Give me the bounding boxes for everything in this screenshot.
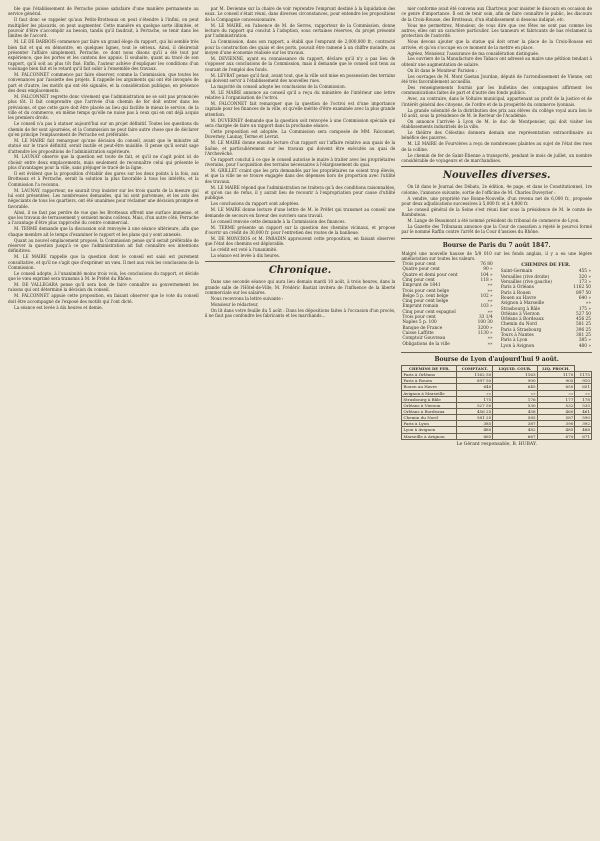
chronique-paragraph: Nous recevrons la lettre suivante : [210, 295, 284, 301]
article-paragraph: La majorité du conseil adopte les conclusions de la Commission. [210, 83, 346, 89]
article-paragraph: Les ouvriers de la Manufacture des Tabacs ont adressé au maire une pétition tendant à obtenir une augmentation de salaire. [401, 56, 593, 67]
article-paragraph: Avec, au contraire, dans le Voltaire municipal, appartenant au profit de la justice et de l'intérêt général des citoyens, de l'ordre et de la prospérité du commerce lyonnais. [401, 96, 593, 107]
quote-value: 175 » [578, 306, 592, 312]
row-value: 530 [493, 402, 537, 408]
quote-value: 455 » [578, 269, 592, 275]
quote-value: »» [585, 301, 592, 307]
article-paragraph: On annonce l'arrivée à Lyon de M. le duc de Montpensier, qui doit visiter les établissements industriels de la ville. [401, 118, 593, 130]
article-paragraph: Vous me permettrez, Monsieur, de vous dire que ces fêtes ne sont pas comme les autres; elles ont un caractère particulier. Les tanneurs et fabricants de bas réclament la protection de l'autorité. [401, 22, 593, 39]
quote-label: Cinq pour cent [402, 277, 435, 283]
article-paragraph: M. LE MAIRE de Fourvières a reçu de nombreuses plaintes au sujet de l'état des rues de la colline. [401, 141, 593, 152]
article-paragraph: Il est évident que la proposition d'établir des gares sur les deux points à la fois, aux Brotteaux et à Perrache, serait la solution la plus favorable à tous les intérêts, et la Commission l'a reconnu. [8, 171, 199, 187]
article-paragraph: On lit dans le Moniteur Parisien : [407, 67, 478, 73]
column-2 [205, 6, 396, 834]
chemins-table [500, 269, 592, 348]
quote-row [500, 344, 592, 349]
article-paragraph: M. DUVERNEY demande que la question soit renvoyée à une Commission spéciale qui sera chargée de faire un rapport dans la prochaine séance. [204, 117, 396, 128]
quote-label: Emprunt de 1841 [402, 283, 441, 289]
row-value: 178 [575, 396, 592, 402]
row-value: 482 [493, 427, 537, 433]
table-row [402, 433, 592, 439]
quote-label: Versailles (rive droite) [500, 274, 550, 280]
quote-label: Avignon à Marseille [500, 301, 545, 307]
quote-value: 581 25 [575, 322, 592, 328]
row-value: 387 [493, 421, 537, 427]
quote-value: 527 50 [575, 311, 592, 317]
article-paragraph: Le conseil renvoie cette demande à la Commission des finances. [210, 218, 346, 224]
article-paragraph: M. LE MAIRE annonce au conseil qu'il a reçu du ministère de l'intérieur une lettre relative à l'organisation de l'octroi. [204, 89, 396, 101]
article-paragraph: M. FALCONNET fait remarquer que la question de l'octroi est d'une importance capitale pour les finances de la ville, et qu'elle mérite d'être examinée avec la plus grande attention. [204, 101, 396, 117]
article-paragraph: Le théâtre des Célestins donnera demain une représentation extraordinaire au bénéfice des pauvres. [401, 130, 593, 141]
chronique-paragraph: Dans une seconde séance qui aura lieu demain mardi 10 août, à trois heures, dans la grande salle de l'Hôtel-de-Ville, M. Frédéric Bastiat invitera de l'influence de la liberté commerciale sur les salaires. [204, 279, 396, 296]
row-value: 645 [493, 384, 537, 390]
quote-label: Cinq pour cent belge [402, 299, 449, 305]
row-label: Lyon à Avignon [402, 427, 457, 433]
article-paragraph: M. TERME présente un rapport sur la question des chemins vicinaux, et propose d'ouvrir un crédit de 30,000 fr. pour l'entretien des routes de la banlieue. [204, 224, 396, 235]
row-value: 1170 [537, 372, 575, 378]
nouvelles-paragraph: M. Lange de Beaumont a été nommé président du tribunal de commerce de Lyon. [407, 218, 580, 224]
quote-value: 385 » [578, 338, 592, 344]
article-paragraph: M. GRILLET craint que les prix demandés par les propriétaires ne soient trop élevés, et que la ville ne se trouve engagée dans des dépenses hors de proportion avec l'utilité des travaux. [204, 168, 396, 184]
article-paragraph: M. TERME demande que la discussion soit renvoyée à une séance ultérieure, afin que chaque membre ait le temps d'examiner le rapport et les plans qui y sont annexés. [8, 226, 199, 237]
row-label: Paris à Lyon [402, 421, 457, 427]
quote-label: Rouen au Havre [500, 295, 536, 301]
quote-label: Quatre et demi pour cent [402, 272, 458, 278]
row-value: 910 [575, 378, 592, 384]
article-paragraph: Il faut donc se rappeler qu'aux Petits-Brotteaux on peut s'étendre à l'infini, on peut multiplier les placards, on peut augmenter. Cette manière en quelque sorte illimitée, et pouvoir d'être s'accomplir au besoin, tandis qu'il faudrait, à Perrache, se tenir dans les limites de l'accord. [8, 17, 199, 39]
row-label: Marseille à Avignon [402, 433, 457, 439]
chronique-heading: Chronique. [268, 265, 332, 277]
article-paragraph: M. FALCONNET regrette donc vivement que l'administration ne se soit pas prononcée plus tôt. Il fait comprendre que l'arrivée d'un chemin de fer doit entrer dans les prévisions, et que cette gare doit être placée au lieu qui facilite le mieux le service, de la ville et du commerce, en même temps qu'elle ne nuise pas à ceux qui en ont déjà acquis les premiers droits. [8, 93, 199, 121]
quote-row [401, 342, 493, 347]
row-value: 581 25 [457, 415, 493, 421]
article-paragraph: M. LE MAIRE fait remarquer qu'une décision du conseil, avant que le ministre ait statué sur le tracé définitif, serait inutile et peut-être nuisible. Il pense qu'il serait sage d'attendre les propositions de l'administration supérieure. [8, 137, 199, 154]
quote-label: Naples 5 p. 100 [402, 320, 437, 326]
article-paragraph: Le conseil n'a pas à statuer aujourd'hui sur un projet définitif. Toutes les questions du chemin de fer sont ajournées, et la Commission ne peut faire autre chose que de déclarer qu'en principe l'emplacement de Perrache est préférable. [8, 121, 199, 137]
gerant-footer: Le Gérant responsable, B. HUBAY. [456, 441, 537, 447]
divider [401, 238, 592, 239]
quote-value: 118 » [480, 277, 493, 283]
table-header: COMPTANT. [457, 365, 493, 371]
quote-value: 897 50 [575, 290, 592, 296]
chemins-heading: CHEMINS DE FER. [521, 263, 571, 269]
quote-label: Saint-Germain [500, 269, 533, 275]
article-paragraph: M. LAUNAY observe que la question est toute de fait, et qu'il ne s'agit point ici de choisir entre deux emplacements, mais seulement de reconnaître celui qui présente le plus d'avantages pour la ville, sans préjuger le tracé de la ligne. [8, 154, 199, 171]
quote-value: 104 » [480, 272, 493, 278]
row-label: Avignon à Marseille [402, 390, 457, 396]
quote-value: 320 » [578, 274, 592, 280]
quote-label: Tours à Nantes [500, 333, 534, 338]
article-paragraph: M. FALCONNET commence par faire observer, comme la Commission, que toutes les convenances par l'assiette des projets. Il rappelle les arguments qui ont été invoqués de part et d'autre, les motifs qui ont été signalés, et la considération publique, en présence des deux emplacements. [8, 71, 199, 93]
row-value: 485 [537, 427, 575, 433]
article-paragraph: M. FALCONNET appuie cette proposition, en faisant observer que le vote du conseil doit être accompagné de l'exposé des motifs qui l'ont dicté. [8, 293, 199, 304]
row-value: 177 [537, 396, 575, 402]
nouvelles-paragraph: A vendre, une propriété rue Bonne-Nouvelle, d'un revenu net de 6,000 fr., proposée pour deux adjudications successives à 5,000 fr. et à 4,800 fr. [401, 195, 593, 206]
article-paragraph: Les ouvrages de M. Mont Gaetan Jourdan, député de l'arrondissement de Vienne, ont été très favorablement accueillis. [401, 73, 593, 85]
row-value: 671 [575, 433, 592, 439]
article-paragraph: La séance est levée à dix heures. [210, 253, 280, 258]
article-paragraph: Le crédit est voté à l'unanimité. [210, 247, 278, 253]
row-label: Paris à Orléans [402, 372, 457, 378]
row-value: 456 25 [457, 408, 493, 414]
row-value: 460 [537, 408, 575, 414]
divider [401, 166, 592, 167]
row-value: 640 [457, 384, 493, 390]
quote-label: Strasbourg à Bâle [500, 306, 541, 312]
article-paragraph: Cette proposition est adoptée. La Commission sera composée de MM. Falconnet, Duverney, Launay, Terme et Levrat. [204, 128, 396, 140]
row-value: 585 [493, 415, 537, 421]
article-paragraph: Le conseil adopte, à l'unanimité moins trois voix, les conclusions du rapport, et décide que le vœu exprimé sera transmis à M. le Préfet du Rhône. [8, 270, 199, 282]
divider [401, 352, 592, 353]
row-value: »» [537, 390, 575, 396]
row-value: 1163 [493, 372, 537, 378]
quote-value: 90 » [483, 267, 493, 273]
table-header: CHEMINS DE FER. [402, 365, 457, 371]
chronique-paragraph: Monsieur le rédacteur, [210, 301, 259, 307]
quote-value: 1162 50 [573, 285, 592, 291]
article-paragraph: par M. Devienne sur la chaire de voir reprendre l'emprunt destiné à la liquidation des eaux. Le conseil s'était réuni, dans diverses circonstances, pour entendre les propositions de la Compagnie concessionnaire. [204, 6, 396, 22]
quote-label: Paris à Strasbourg [500, 327, 542, 333]
row-value: 1175 [575, 372, 592, 378]
quote-value: 33 1/4 [478, 315, 493, 321]
quote-value: »» [487, 341, 493, 347]
row-label: Strasbourg à Bâle [402, 396, 457, 402]
quote-label: Trois pour cent [402, 315, 436, 321]
quote-value: 100 30 [477, 320, 493, 326]
article-paragraph: M. LE MAIRE rappelle que la question dont le conseil est saisi est purement consultative, et qu'il ne s'agit que d'exprimer un vœu. Il met aux voix les conclusions de la Commission. [8, 254, 199, 270]
nouvelles-heading: Nouvelles diverses. [442, 170, 551, 182]
row-label: Orléans à Vierzon [402, 402, 457, 408]
row-value: 458 [493, 408, 537, 414]
article-paragraph: M. LE MAIRE donne lecture d'une lettre de M. le Préfet qui transmet au conseil une demande de secours en faveur des ouvriers sans travail. [204, 207, 396, 218]
quote-label: Paris à Orléans [500, 285, 534, 291]
quote-value: 103 » [480, 304, 493, 310]
quote-label: Paris à Lyon [500, 338, 528, 344]
bourse-quotes [401, 262, 592, 349]
quote-value: 102 » [480, 293, 493, 299]
row-value: 390 [537, 421, 575, 427]
row-value: 651 [575, 384, 592, 390]
article-paragraph: Les conclusions du rapport sont adoptées. [210, 201, 300, 207]
quote-value: 381 25 [575, 333, 592, 338]
article-paragraph: Le chemin de fer de Saint-Étienne a transporté, pendant le mois de juillet, un nombre considérable de voyageurs et de marchandises. [401, 152, 593, 163]
row-value: »» [493, 390, 537, 396]
quote-value: »» [487, 288, 493, 294]
article-paragraph: Des renseignements fournis par les bulletins des compagnies affirment les communications faites de part et d'autre des fonds publics. [401, 84, 593, 96]
article-paragraph: M. DE MONCROS et M. PARADIN approuvent cette proposition, en faisant observer que l'état des chemins est déplorable. [204, 235, 396, 247]
nouvelles-paragraph: On lit dans le Journal des Débats, 2e édition, 4e page, et dans le Constitutionnel, 1re colonne, l'annonce suivante, sortie de l'officine de M. Charles Duveyrier : [401, 184, 593, 195]
article-paragraph: M. DE VALLEGARA pense qu'il sera bon de faire connaître au gouvernement les raisons qui ont déterminé la décision du conseil. [8, 282, 199, 293]
quote-label: Orléans à Bordeaux [500, 317, 544, 323]
row-value: 532 [537, 402, 575, 408]
column-3 [401, 6, 592, 834]
quote-label: Trois pour cent belge [402, 288, 450, 294]
article-paragraph: Ce rapport conclut à ce que le conseil autorise le maire à traiter avec les propriétaires riverains, pour l'acquisition des terrains nécessaires à l'élargissement du quai. [204, 156, 396, 168]
quote-label: Quatre pour cent [402, 267, 440, 273]
quote-label: Caisse Laffitte [402, 330, 434, 336]
article-paragraph: M. LE MAIRE donne ensuite lecture d'un rapport sur l'affaire relative aux quais de la Saône, et particulièrement sur les travaux qui doivent être exécutés au quai de l'Archevêché. [204, 140, 396, 156]
article-paragraph: M. DEVIENNE, ayant eu connaissance du rapport, déclare qu'il n'y a pas lieu de s'opposer aux conclusions de la Commission, mais il demande que le conseil soit tenu au courant de l'emploi des fonds. [204, 55, 396, 72]
article-paragraph: La Commission, dans son rapport, a établi que l'emprunt de 2,000,000 fr., contracté pour la construction des quais et des ports, pouvait être ramené à un chiffre moindre, au moyen d'une économie réalisée sur les travaux. [204, 39, 396, 55]
bourse-intro: Malgré une nouvelle hausse de 5/8 010 sur les fonds anglais, il y a eu une légère amélioration sur toutes les valeurs. [401, 250, 593, 262]
quote-label: Orléans à Vierzon [500, 311, 540, 317]
row-value: 461 [575, 408, 592, 414]
article-paragraph: ble que l'établissement de Perrache puisse satisfaire d'une manière permanente au service général. [8, 6, 199, 17]
row-value: 392 [575, 421, 592, 427]
quote-value: 3200 » [477, 325, 493, 331]
article-paragraph: Ainsi, il ne faut pas perdre de vue que les Brotteaux offrent une surface immense, et que les travaux de terrassement y seraient moins coûteux. Mais, d'un autre côté, Perrache a l'avantage d'être plus rapproché du centre commercial. [8, 209, 199, 226]
quote-value: »» [487, 283, 493, 289]
row-value: 1162 50 [457, 372, 493, 378]
quote-value: »» [487, 336, 493, 342]
nouvelles-paragraph: Le conseil général de la Seine s'est réuni hier sous la présidence de M. le comte de Rambuteau. [401, 206, 593, 218]
row-value: 488 [575, 427, 592, 433]
article-paragraph: Agréez, Monsieur, l'assurance de ma considération distinguée. [407, 50, 540, 56]
article-paragraph: Quant au nouvel emplacement proposé, la Commission pense qu'il serait préférable de réserver la question jusqu'à ce que l'administration ait fait connaître ses intentions définitives. [8, 237, 199, 254]
article-paragraph: Nous devons ajouter que la statue qui doit orner la place de la Croix-Rousse est arrivée, et qu'on s'occupe en ce moment de la mettre en place. [401, 39, 593, 50]
row-value: 527 50 [457, 402, 493, 408]
row-value: 905 [537, 378, 575, 384]
row-value: 667 [493, 433, 537, 439]
row-value: 385 [457, 421, 493, 427]
bourse-jour-heading: Bourse de Lyon d'aujourd'hui 9 août. [434, 355, 559, 363]
row-value: »» [457, 390, 493, 396]
table-header: LIQ. PROCH. [537, 365, 575, 371]
chronique-paragraph: On lit dans votre feuille du 5 août : Dans les dépositions faites à l'occasion d'un procès, il ne faut pas confondre les fabricants et les marchands... [204, 307, 396, 319]
article-paragraph: M. LE MAIRE, en l'absence de M. de Serres, rapporteur de la Commission, donne lecture du rapport qui conclut à l'adoption, sous certaines réserves, du projet présenté par l'administration. [204, 22, 396, 39]
column-1 [8, 6, 199, 834]
quote-value: »» [487, 299, 493, 305]
row-value: 176 [493, 396, 537, 402]
article-paragraph: M. LE DE BARBOIS commence par faire un grand éloge du rapport, qui lui semble très bien fait et qui en démontre, en quelques lignes, tout le sérieux. Ainsi, il désirerait présenter l'affaire simplement, Perrache, ce dont nous disons qu'il a été tout par expérience, que les portes et les cantons des appuis. Il souhaite, quant au tracé de son rapport, qu'il soit au plus tôt fixé. Enfin, l'auteur achève d'expliquer les conditions d'un voisinage bien fait et le retard qu'il fait subir à l'ensemble des travaux. [8, 39, 199, 71]
quote-label: Lyon à Avignon [500, 343, 535, 349]
row-value: 650 [537, 384, 575, 390]
quote-value: 76 80 [480, 262, 493, 268]
quote-value: 640 » [578, 295, 592, 301]
row-label: Orléans à Bordeaux [402, 408, 457, 414]
quote-value: 456 25 [575, 317, 592, 323]
row-value: 897 50 [457, 378, 493, 384]
article-paragraph: La grande solennité de la distribution des prix aux élèves du collège royal aura lieu le 16 août, sous la présidence de M. le Recteur de l'Académie. [401, 107, 593, 118]
quote-label: Cinq pour cent espagnol [402, 309, 456, 315]
quote-label: Obligations de la ville [402, 341, 450, 347]
row-label: Rouen au Havre [402, 384, 457, 390]
row-value: 665 [457, 433, 493, 439]
bourse-paris-heading: Bourse de Paris du 7 août 1847. [442, 241, 551, 249]
quote-label: Trois pour cent [402, 262, 436, 268]
row-label: Chemin du Nord [402, 415, 457, 421]
row-value: 587 [537, 415, 575, 421]
quote-value: 173 » [578, 280, 592, 286]
bourse-jour-table [401, 365, 592, 440]
quote-label: Chemin du Nord [500, 322, 537, 328]
quote-label: Versailles (rive gauche) [500, 280, 552, 286]
article-paragraph: M. LE MAIRE répond que l'administration ne traitera qu'à des conditions raisonnables, et qu'en cas de refus, il y aurait lieu de recourir à l'expropriation pour cause d'utilité publique. [204, 184, 396, 201]
quote-label: Emprunt romain [402, 304, 439, 310]
quote-label: Paris à Rouen [500, 290, 531, 296]
article-paragraph: La séance est levée à dix heures et demie. [14, 304, 103, 310]
row-value: 900 [493, 378, 537, 384]
row-value: 670 [537, 433, 575, 439]
quote-value: 480 » [578, 343, 592, 349]
divider [205, 261, 396, 262]
quote-value: 1130 » [477, 330, 493, 336]
newspaper-page [8, 6, 592, 834]
quote-label: Comptoir Gouvreau [402, 336, 446, 342]
row-value: 590 [575, 415, 592, 421]
quote-value: 396 25 [575, 327, 592, 333]
nouvelles-paragraph: La Gazette des Tribunaux annonce que la Cour de cassation a rejeté le pourvoi formé par le nommé Raffin contre l'arrêt de la Cour d'assises du Rhône. [401, 224, 593, 235]
quote-label: Belge 5 p. cent belge [402, 293, 449, 299]
row-value: »» [575, 390, 592, 396]
row-label: Paris à Rouen [402, 378, 457, 384]
article-paragraph: M. LAUNAY, rapporteur, ne saurait trop insister sur les trois quarts de la mesure qui lui sont présentées. Les nombreuses demandes, qui lui sont parvenues, et les avis des négociants de tous les quartiers, ont été unanimes pour réclamer une décision prompte et favorable. [8, 187, 199, 209]
row-value: 175 [457, 396, 493, 402]
row-value: 535 [575, 402, 592, 408]
row-value: 480 [457, 427, 493, 433]
article-paragraph: M. LEVRAT pense qu'il faut, avant tout, que la ville soit mise en possession des terrains qui doivent servir à l'établissement des nouvelles rues. [204, 72, 396, 83]
table-header: LIQUID. COUR. [493, 365, 537, 371]
rentes-table [401, 262, 493, 347]
quote-label: Banque de France [402, 325, 443, 331]
quote-value: »» [487, 309, 493, 315]
article-paragraph: nier conforme avait été convenu aux Chartreux pour insister le discours en occasion de ce genre d'importance. Il est de tenir soin, afin de faire connaître le public, les discours de la Croix-Rousse, des Brotteaux, d'un établissement si dessous indiqué, etc. [401, 6, 593, 22]
